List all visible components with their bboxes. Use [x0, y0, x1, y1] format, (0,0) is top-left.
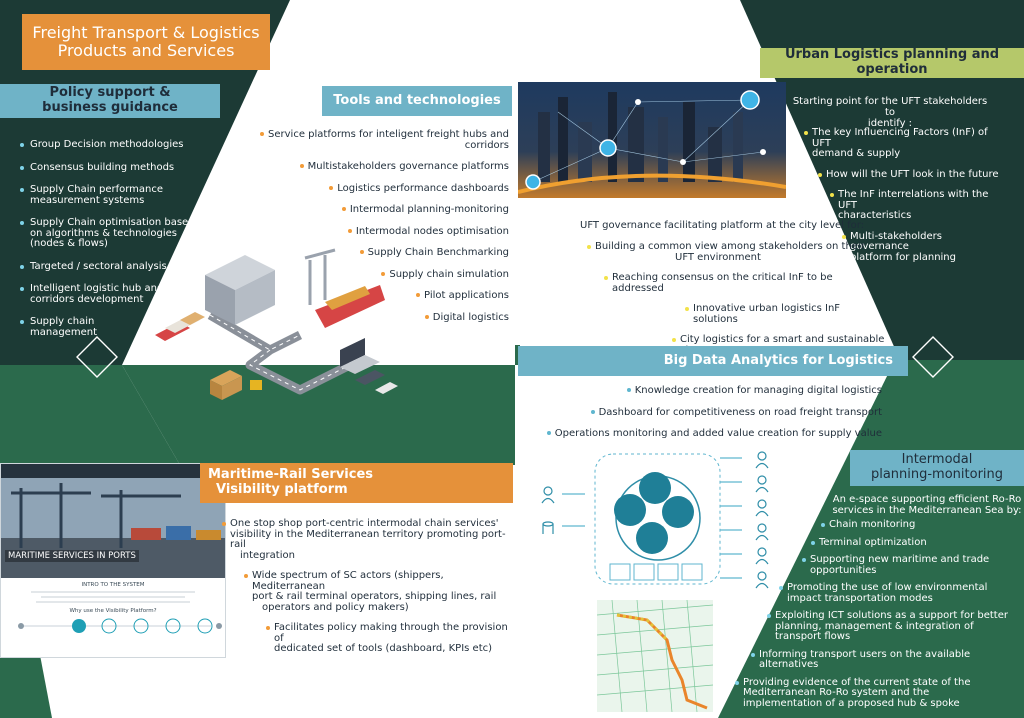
tools-item: Pilot applications: [225, 291, 509, 302]
bigdata-item: Operations monitoring and added value creation for supply value: [520, 429, 882, 440]
main-title-line2: Products and Services: [57, 41, 235, 60]
maritime-item: Wide spectrum of SC actors (shippers, Mediterranean port & rail terminal operators, shipping lines, rail operators and policy makers): [230, 571, 515, 613]
intermodal-header-line2: planning-monitoring: [870, 467, 1004, 482]
policy-item: Group Decision methodologies: [20, 140, 215, 151]
main-title: [22, 14, 270, 70]
intermodal-item: Chain monitoring: [735, 520, 1020, 531]
intermodal-item: Supporting new maritime and trade opportunities: [735, 555, 1020, 576]
tools-item: Service platforms for inteligent freight hubs and corridors: [225, 130, 509, 151]
port-photo: [1, 478, 226, 578]
tools-item: Intermodal planning-monitoring: [225, 205, 509, 216]
tools-item: Digital logistics: [225, 313, 509, 324]
intermodal-item: Terminal optimization: [735, 538, 1020, 549]
policy-item: Supply chain management: [20, 317, 215, 338]
diamond-icon: [912, 336, 954, 378]
governance-item: Innovative urban logistics InF solutions: [585, 304, 885, 325]
screenshot-steps: [1, 614, 226, 644]
urban-header: Urban Logistics planning and operation: [760, 48, 1024, 78]
screenshot-question: Why use the Visibility Platform?: [69, 608, 157, 614]
bigdata-list: [520, 386, 882, 440]
urban-item: The key Influencing Factors (InF) of UFT demand & supply: [798, 128, 1003, 160]
smart-city-photo: [518, 82, 786, 198]
screenshot-intro-title: INTRO TO THE SYSTEM: [81, 582, 145, 588]
urban-item: Multi-stakeholders governance platform for planning: [798, 232, 1003, 264]
intermodal-item: Promoting the use of low environmental impact transportation modes: [735, 583, 1020, 604]
diamond-icon: [76, 336, 118, 378]
governance-intro: UFT governance facilitating platform at the city level for:: [580, 220, 865, 231]
policy-item: Intelligent logistic hub and corridors development: [20, 284, 215, 305]
policy-item: Supply Chain performance measurement systems: [20, 185, 215, 206]
maritime-item: One stop shop port-centric intermodal chain services' visibility in the Mediterranean territory promoting port-rail integration: [230, 519, 515, 561]
policy-item: Supply Chain optimisation based on algorithms & technologies (nodes & flows): [20, 218, 215, 250]
policy-header-line1: Policy support &: [49, 85, 171, 101]
governance-item: Building a common view among stakeholders on their UFT environment: [585, 242, 885, 263]
policy-item: Consensus building methods: [20, 163, 215, 174]
maritime-list: [230, 519, 515, 655]
intermodal-header-line1: Intermodal: [901, 452, 973, 468]
urban-item: The InF interrelations with the UFT characteristics: [798, 190, 1003, 222]
governance-list: [585, 242, 885, 356]
bottom-left-green: [0, 655, 52, 718]
bigdata-item: Knowledge creation for managing digital logistics: [520, 386, 882, 397]
maritime-item: Facilitates policy making through the provision of dedicated set of tools (dashboard, KPIs etc): [230, 623, 515, 655]
tools-item: Logistics performance dashboards: [225, 184, 509, 195]
intermodal-item: Informing transport users on the available alternatives: [735, 650, 1020, 671]
tools-item: Intermodal nodes optimisation: [225, 227, 509, 238]
screenshot-topbar: [1, 464, 225, 478]
policy-header: [0, 84, 220, 118]
logistics-illustration: [150, 240, 400, 420]
intermodal-list: [735, 520, 1020, 709]
urban-intro: Starting point for the UFT stakeholders to identify :: [792, 96, 988, 129]
urban-item: How will the UFT look in the future: [798, 170, 1003, 181]
bigdata-item: Dashboard for competitiveness on road freight transport: [520, 408, 882, 419]
intermodal-item: Exploiting ICT solutions as a support for better planning, management & integration of transport flows: [735, 611, 1020, 643]
tools-item: Supply chain simulation: [225, 270, 509, 281]
governance-item: City logistics for a smart and sustainable: [585, 335, 885, 356]
intermodal-item: Providing evidence of the current state of the Mediterranean Ro-Ro system and the implementation of a proposed hub & spoke: [735, 678, 1020, 710]
intermodal-header: [850, 450, 1024, 486]
maritime-header-line1: Maritime-Rail Services: [208, 467, 374, 483]
bigdata-header: Big Data Analytics for Logistics: [518, 346, 908, 376]
tools-header: Tools and technologies: [322, 86, 512, 116]
maritime-header: [200, 463, 513, 503]
maritime-platform-screenshot: [0, 463, 226, 658]
policy-item: Targeted / sectoral analysis: [20, 262, 215, 273]
tools-item: Multistakeholders governance platforms: [225, 162, 509, 173]
route-map: [597, 600, 713, 712]
main-title-line1: Freight Transport & Logistics: [32, 22, 260, 42]
governance-item: Reaching consensus on the critical InF to be addressed: [585, 273, 885, 294]
screenshot-banner: MARITIME SERVICES IN PORTS: [5, 550, 139, 562]
tools-item: Supply Chain Benchmarking: [225, 248, 509, 259]
maritime-header-line2: Visibility platform: [216, 482, 348, 497]
intermodal-intro: An e-space supporting efficient Ro-Ro services in the Mediterranean Sea by:: [832, 494, 1022, 516]
policy-header-line2: business guidance: [42, 100, 178, 115]
